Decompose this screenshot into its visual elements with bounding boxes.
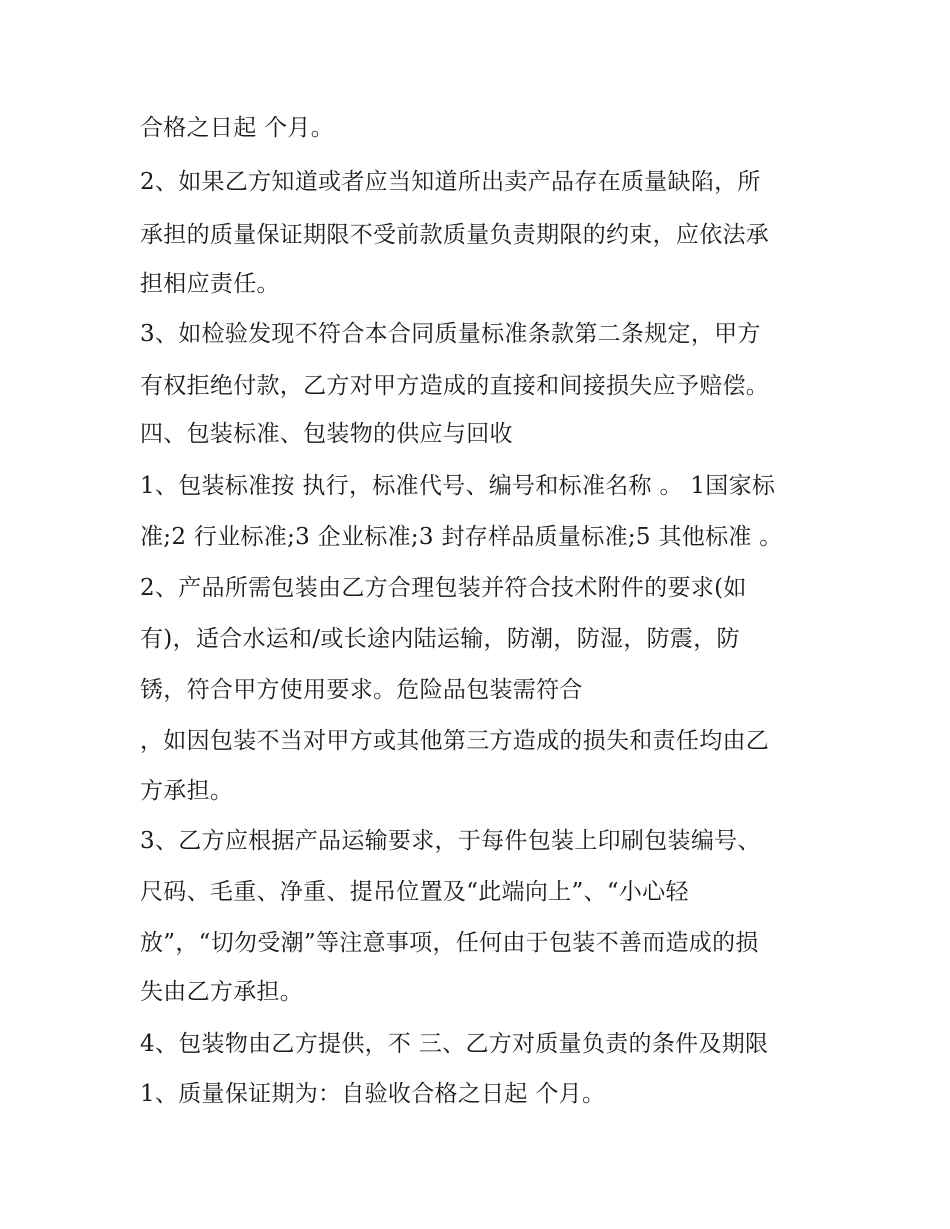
text-line: 有权拒绝付款，乙方对甲方造成的直接和间接损失应予赔偿。 [140,373,770,399]
section-heading: 四、包装标准、包装物的供应与回收 [140,421,513,447]
text-line: 锈，符合甲方使用要求。危险品包装需符合 [140,677,583,703]
text-line: 担相应责任。 [140,271,280,297]
text-line: 1、质量保证期为：自验收合格之日起 个月。 [140,1081,606,1107]
text-line: 有)，适合水运和/或长途内陆运输，防潮，防湿，防震，防 [140,626,740,652]
text-line: ，如因包装不当对甲方或其他第三方造成的损失和责任均由乙 [140,728,770,754]
text-line: 方承担。 [140,778,234,804]
text-line: 3、如检验发现不符合本合同质量标准条款第二条规定，甲方 [140,321,761,347]
text-line: 失由乙方承担。 [140,979,304,1005]
text-line: 准;2 行业标准;3 企业标准;3 封存样品质量标准;5 其他标准 。 [140,524,783,550]
text-line: 2、产品所需包装由乙方合理包装并符合技术附件的要求(如 [140,575,747,601]
text-line: 4、包装物由乙方提供，不 三、乙方对质量负责的条件及期限 [140,1031,769,1057]
text-line: 尺码、毛重、净重、提吊位置及“此端向上”、“小心轻 [140,879,689,905]
text-line: 放”，“切勿受潮”等注意事项，任何由于包装不善而造成的损 [140,930,759,956]
text-line: 1、包装标准按 执行，标准代号、编号和标准名称 。 1国家标 [140,473,776,499]
text-line: 承担的质量保证期限不受前款质量负责期限的约束，应依法承 [140,222,770,248]
text-line: 2、如果乙方知道或者应当知道所出卖产品存在质量缺陷，所 [140,169,761,195]
text-line: 3、乙方应根据产品运输要求，于每件包装上印刷包装编号、 [140,828,761,854]
text-line: 合格之日起 个月。 [140,115,335,141]
